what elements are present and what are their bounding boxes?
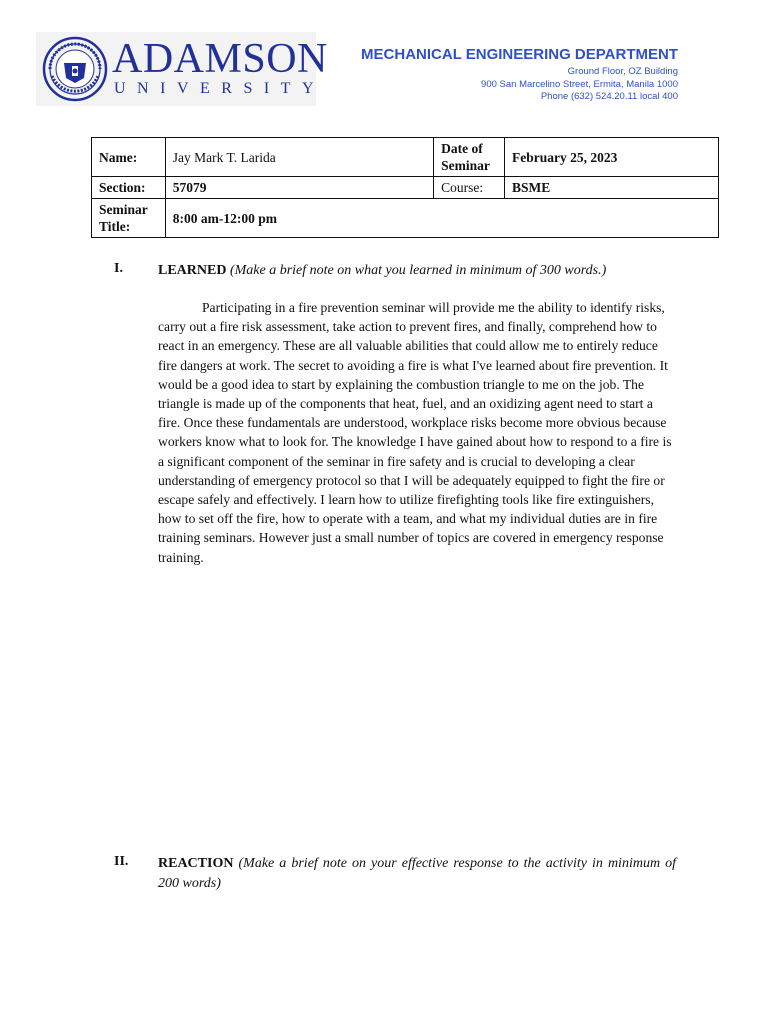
university-logo: [36, 32, 328, 106]
section-value: 57079: [165, 177, 433, 199]
address-line: 900 San Marcelino Street, Ermita, Manila 1000: [481, 78, 678, 90]
university-name: ADAMSON: [112, 36, 328, 82]
name-value: Jay Mark T. Larida: [165, 138, 433, 177]
table-row: [92, 177, 719, 199]
date-label: Date of Seminar: [434, 138, 505, 177]
section-heading: [158, 854, 676, 894]
course-label: Course:: [434, 177, 505, 199]
date-value: February 25, 2023: [505, 138, 719, 177]
table-row: [92, 138, 719, 177]
section-number: II.: [114, 854, 129, 869]
university-seal-icon: [42, 36, 108, 102]
seminar-info-table: [91, 137, 719, 238]
learned-body-text: Participating in a fire prevention seminar will provide me the ability to identify risks, carry out a fire risk assessment, take action to prevent fires, and finally, comprehend how to react in an emergency. These are all valuable abilities that could allow me to entirely reduce fire dangers at work. The secret to avoiding a fire is what I've learned about fire prevention. It would be a good idea to start by explaining the combustion triangle to me on the job. The triangle is made up of the components that heat, fuel, and an oxidizing agent need to start a fire. Once these fundamentals are understood, workplace risks become more obvious because workers know what to look for. The knowledge I have gained about how to respond to a fire is a significant component of the seminar in fire safety and is crucial to developing a clear understanding of emergency protocol so that I will be adequately equipped to fight the fire or escape safely and effectively. I learn how to utilize firefighting tools like fire extinguishers, how to set off the fire, how to operate with a team, and what my individual duties are in fire training seminars. However just a small number of topics are covered in emergency response training.: [158, 300, 672, 565]
department-name: MECHANICAL ENGINEERING DEPARTMENT: [361, 46, 678, 63]
seminar-title-value: 8:00 am-12:00 pm: [165, 199, 718, 238]
address-line: Ground Floor, OZ Building: [567, 66, 678, 77]
table-row: [92, 199, 719, 238]
seminar-title-label: Seminar Title:: [92, 199, 166, 238]
section-instruction: (Make a brief note on what you learned in minimum of 300 words.): [229, 263, 607, 278]
section-heading: [158, 261, 676, 281]
department-block: [361, 46, 678, 104]
section-label: Section:: [92, 177, 166, 199]
section-instruction: (Make a brief note on your effective response to the activity in minimum of 200 words): [158, 856, 676, 891]
course-value: BSME: [505, 177, 719, 199]
phone-line: Phone (632) 524.20.11 local 400: [540, 91, 678, 102]
university-subtitle: UNIVERSITY: [114, 80, 325, 97]
name-label: Name:: [92, 138, 166, 177]
section-title: REACTION: [158, 856, 234, 871]
section-title: LEARNED: [158, 263, 227, 278]
section-number: I.: [114, 261, 123, 276]
